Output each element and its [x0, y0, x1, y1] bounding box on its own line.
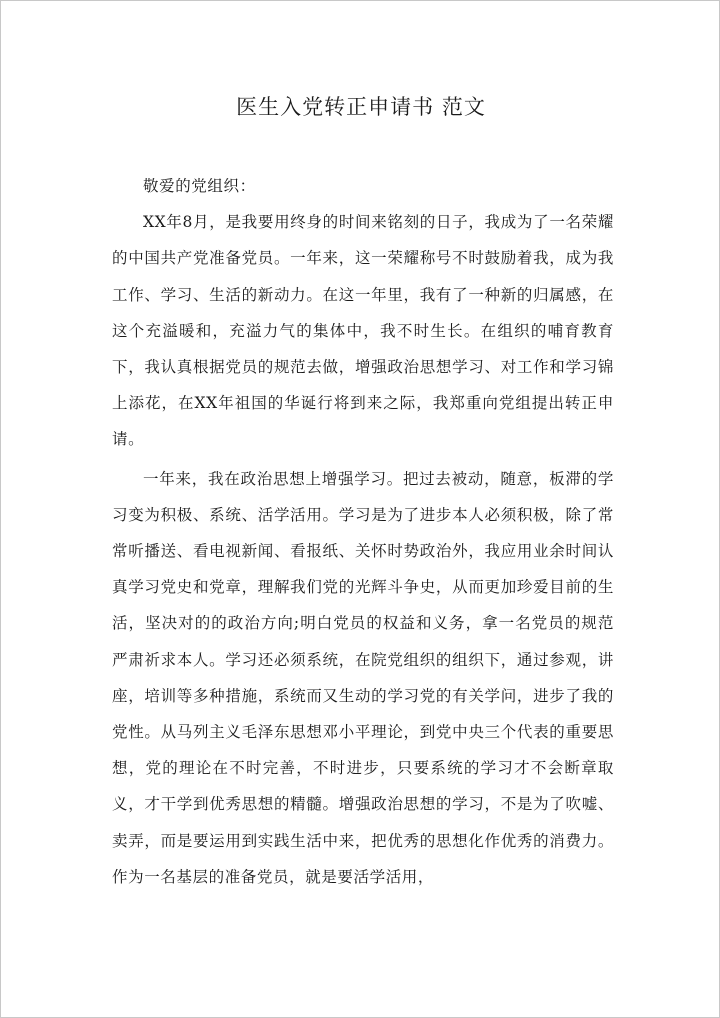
- paragraph-2: 一年来，我在政治思想上增强学习。把过去被动，随意，板滞的学习变为积极、系统、活学活用。学习是为了进步本人必须积极，除了常常听播送、看电视新闻、看报纸、关怀时势政治外，我应用业余时间认真学习党史和党章，理解我们党的光辉斗争史，从而更加珍爱目前的生活，坚决对的的政治方向;明白党员的权益和义务，拿一名党员的规范严肃祈求本人。学习还必须系统，在院党组织的组织下，通过参观，讲座，培训等多种措施，系统而又生动的学习党的有关学问，进步了我的党性。从马列主义毛泽东思想邓小平理论，到党中央三个代表的重要思想，党的理论在不时完善，不时进步，只要系统的学习才不会断章取义，才干学到优秀思想的精髓。增强政治思想的学习，不是为了吹嘘、卖弄，而是要运用到实践生活中来，把优秀的思想化作优秀的消费力。作为一名基层的准备党员，就是要活学活用，: [112, 469, 614, 886]
- greeting: 敬爱的党组织：: [143, 177, 256, 195]
- paragraph-1: XX年8月，是我要用终身的时间来铭刻的日子，我成为了一名荣耀的中国共产党准备党员。一年来，这一荣耀称号不时鼓励着我，成为我工作、学习、生活的新动力。在这一年里，我有了一种新的归属感，在这个充溢暖和，充溢力气的集体中，我不时生长。在组织的哺育教育下，我认真根据党员的规范去做，增强政治思想学习、对工作和学习锦上添花，在XX年祖国的华诞行将到来之际，我郑重向党组提出转正申请。: [112, 213, 614, 449]
- document-title: 医生入党转正申请书 范文: [236, 95, 486, 119]
- document-body: [112, 168, 614, 895]
